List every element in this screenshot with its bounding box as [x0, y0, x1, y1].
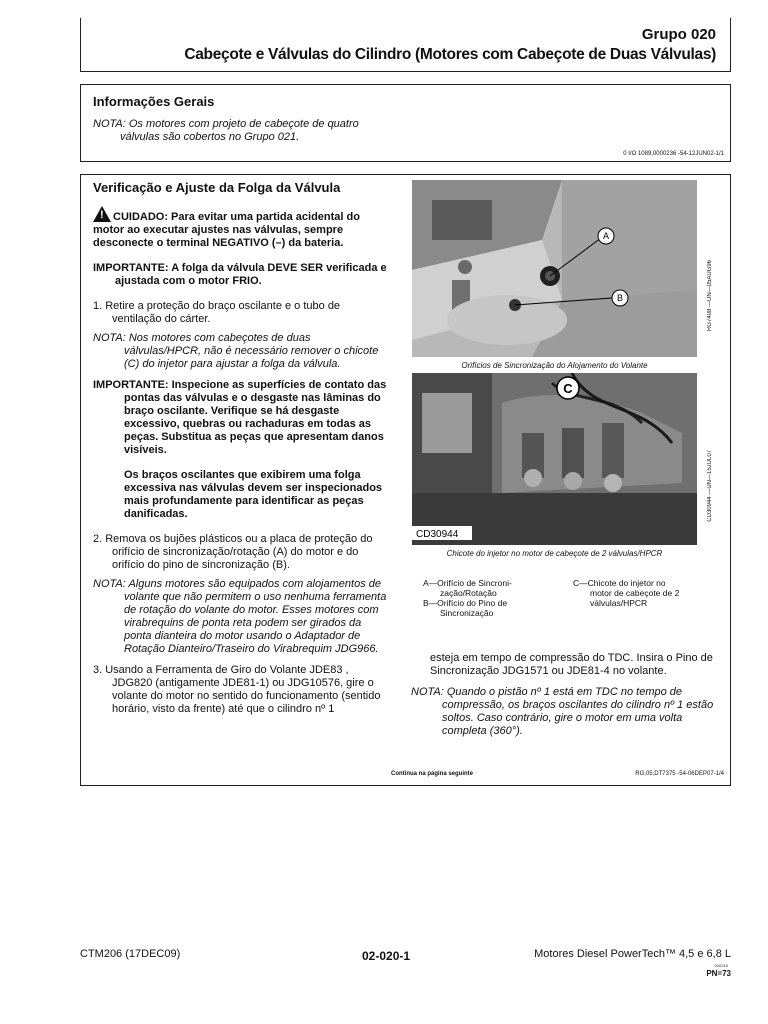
- legend-a-line1: A—Orifício de Sincroni-: [423, 578, 512, 588]
- footer-manual-title: Motores Diesel PowerTech™ 4,5 e 6,8 L: [534, 948, 731, 960]
- general-info-note: [93, 118, 359, 144]
- figure2-tag: CD30944: [416, 529, 459, 540]
- general-doc-code: 0 I/O 1089,0000236 -54-12JUN02-1/1: [623, 151, 724, 157]
- page-title: Cabeçote e Válvulas do Cilindro (Motores com Cabeçote de Duas Válvulas): [184, 46, 716, 63]
- step-2: 2. Remova os bujões plásticos ou a placa de proteção do orifício de sincronização/rotação (A) do motor e do orifício do pino de sincronização (B).: [93, 533, 373, 571]
- figure1-side-code: RG7408 —UN—05AUG96: [707, 260, 713, 332]
- figure2-caption: Chicote do injetor no motor de cabeçote de 2 válvulas/HPCR: [446, 549, 663, 558]
- section-doc-code: RG,05,DT7375 -54-06DEP07-1/4: [635, 771, 724, 777]
- step-1: 1. Retire a proteção do braço oscilante e o tubo de ventilação do cárter.: [93, 300, 341, 325]
- important-rocker-arms: Os braços oscilantes que exibirem uma folga excessiva nas válvulas devem ser inspecionados mais profundamente para identificar as peças danificadas.: [124, 469, 383, 520]
- legend-b-line2: Sincronização: [440, 608, 494, 618]
- legend-a-line2: zação/Rotação: [440, 588, 497, 598]
- legend-c-line1: C—Chicote do injetor no: [573, 578, 666, 588]
- figure-label-b: B: [616, 293, 624, 303]
- valve-clearance-section: [80, 174, 731, 786]
- flywheel-housing-photo: [412, 180, 697, 357]
- note-hpcr-harness: NOTA: Nos motores com cabeçotes de duas válvulas/HPCR, não é necessário remover o chicote (C) do injetor para ajustar a folga da válvula.: [93, 332, 379, 370]
- general-info-heading: Informações Gerais: [93, 94, 215, 109]
- figure-label-c: C: [563, 381, 573, 396]
- step-3: 3. Usando a Ferramenta de Giro do Volante JDE83 , JDG820 (antigamente JDE81-1) ou JDG10576, gire o volante do motor no sentido do funcionamento (sentido horário, visto da frente) até que o cilindro nº 1: [93, 664, 381, 715]
- figure1-caption: Orifícios de Sincronização do Alojamento do Volante: [461, 361, 648, 370]
- continued-label: Continua na página seguinte: [391, 771, 474, 777]
- legend-b-line1: B—Orifício do Pino de: [423, 598, 508, 608]
- footer-page-number: 02-020-1: [362, 949, 411, 963]
- important-cold-engine: IMPORTANTE: A folga da válvula DEVE SER verificada e ajustada com o motor FRIO.: [93, 262, 387, 287]
- warning-triangle-icon: !: [93, 206, 111, 222]
- footer-manual-code: CTM206 (17DEC09): [80, 948, 181, 960]
- figure2-side-code: CD30944 —UN—15JUL07: [707, 450, 713, 522]
- legend-c-line3: válvulas/HPCR: [590, 598, 648, 608]
- group-number: Grupo 020: [641, 26, 716, 43]
- injector-harness-photo: [412, 373, 697, 545]
- general-info-section: [80, 84, 731, 162]
- section-title: Verificação e Ajuste da Folga da Válvula: [93, 180, 341, 195]
- general-note-line2: válvulas são cobertos no Grupo 021.: [120, 131, 300, 143]
- right-column-text: [411, 652, 726, 746]
- footer-pn: PN=73: [706, 969, 731, 978]
- note-tdc: NOTA: Quando o pistão nº 1 está em TDC no tempo de compressão, os braços oscilantes do cilindro nº 1 estão soltos. Caso contrário, gire o motor em uma volta completa (360°).: [411, 686, 714, 737]
- caution-text: [93, 206, 388, 250]
- left-column: [93, 181, 388, 722]
- note-flywheel-housing: NOTA: Alguns motores são equipados com alojamentos de volante que não permitem o uso nenhuma ferramenta de rotação do volante do motor. Esses motores com virabrequins de ponta reta podem ser girados da ponta dianteira do motor usando o Adaptador de Rotação Dianteiro/Traseiro do Virabrequim JDG966.: [93, 578, 387, 655]
- figure-legend: [423, 578, 723, 628]
- caution-body: CUIDADO: Para evitar uma partida acidental do motor ao executar ajustes nas válvulas, sempre desconecte o terminal NEGATIVO (–) da bateria.: [93, 211, 360, 249]
- figure-label-a: A: [602, 231, 610, 241]
- footer-date: 010210: [714, 963, 728, 968]
- page-header: [80, 18, 731, 72]
- legend-c-line2: motor de cabeçote de 2: [590, 588, 680, 598]
- step-3-continued: esteja em tempo de compressão do TDC. Insira o Pino de Sincronização JDG1571 ou JDE81-4 no volante.: [430, 652, 713, 677]
- general-note-line1: NOTA: Os motores com projeto de cabeçote de quatro: [93, 118, 359, 130]
- important-inspect: IMPORTANTE: Inspecione as superfícies de contato das pontas das válvulas e o desgaste nas lâminas do braço oscilante. Verifique se há desgaste excessivo, quebras ou rachaduras em todas as peças. Substitua as peças que apresentam danos visíveis.: [93, 379, 387, 456]
